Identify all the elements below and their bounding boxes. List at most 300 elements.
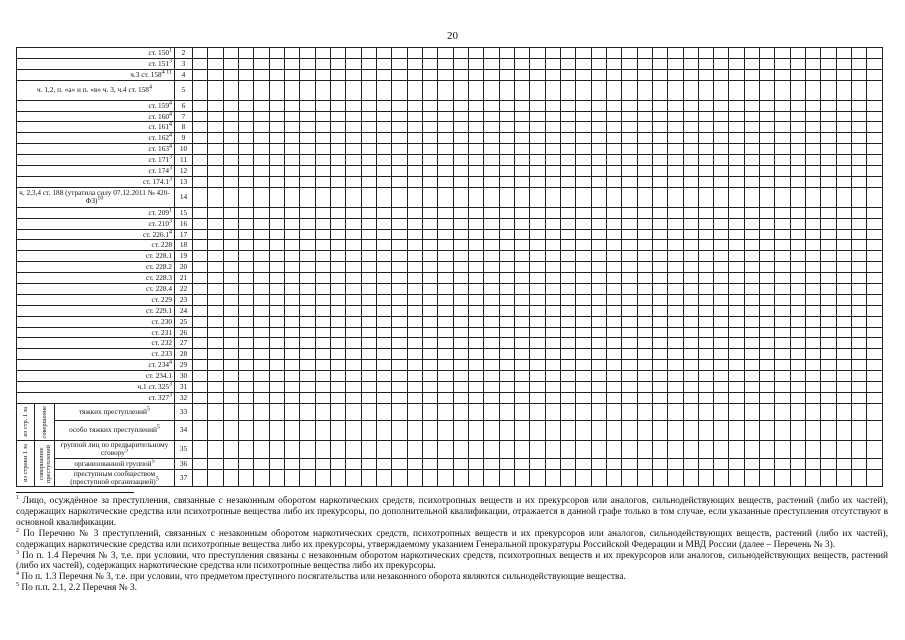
data-cell[interactable] — [269, 371, 284, 382]
data-cell[interactable] — [361, 349, 376, 360]
data-cell[interactable] — [193, 284, 208, 295]
data-cell[interactable] — [806, 166, 821, 177]
data-cell[interactable] — [637, 229, 652, 240]
data-cell[interactable] — [484, 218, 499, 229]
data-cell[interactable] — [852, 58, 867, 69]
data-cell[interactable] — [836, 122, 851, 133]
data-cell[interactable] — [453, 349, 468, 360]
data-cell[interactable] — [545, 316, 560, 327]
data-cell[interactable] — [744, 371, 759, 382]
data-cell[interactable] — [499, 240, 514, 251]
data-cell[interactable] — [346, 218, 361, 229]
data-cell[interactable] — [576, 392, 591, 403]
data-cell[interactable] — [744, 229, 759, 240]
data-cell[interactable] — [852, 176, 867, 187]
data-cell[interactable] — [193, 218, 208, 229]
data-cell[interactable] — [346, 69, 361, 80]
data-cell[interactable] — [714, 420, 729, 440]
data-cell[interactable] — [438, 262, 453, 273]
data-cell[interactable] — [300, 58, 315, 69]
data-cell[interactable] — [668, 133, 683, 144]
data-cell[interactable] — [361, 111, 376, 122]
data-cell[interactable] — [683, 349, 698, 360]
data-cell[interactable] — [223, 349, 238, 360]
data-cell[interactable] — [821, 240, 836, 251]
data-cell[interactable] — [453, 371, 468, 382]
data-cell[interactable] — [668, 327, 683, 338]
data-cell[interactable] — [392, 327, 407, 338]
data-cell[interactable] — [683, 403, 698, 420]
data-cell[interactable] — [576, 382, 591, 393]
data-cell[interactable] — [744, 111, 759, 122]
data-cell[interactable] — [269, 305, 284, 316]
data-cell[interactable] — [346, 349, 361, 360]
data-cell[interactable] — [806, 176, 821, 187]
data-cell[interactable] — [346, 360, 361, 371]
data-cell[interactable] — [729, 133, 744, 144]
data-cell[interactable] — [790, 262, 805, 273]
data-cell[interactable] — [300, 251, 315, 262]
data-cell[interactable] — [545, 48, 560, 59]
data-cell[interactable] — [300, 229, 315, 240]
data-cell[interactable] — [821, 371, 836, 382]
data-cell[interactable] — [622, 440, 637, 458]
data-cell[interactable] — [606, 144, 621, 155]
data-cell[interactable] — [637, 382, 652, 393]
data-cell[interactable] — [330, 316, 345, 327]
data-cell[interactable] — [852, 338, 867, 349]
data-cell[interactable] — [484, 360, 499, 371]
data-cell[interactable] — [407, 294, 422, 305]
data-cell[interactable] — [208, 187, 223, 207]
data-cell[interactable] — [361, 144, 376, 155]
data-cell[interactable] — [300, 218, 315, 229]
data-cell[interactable] — [698, 187, 713, 207]
data-cell[interactable] — [361, 207, 376, 218]
data-cell[interactable] — [729, 251, 744, 262]
data-cell[interactable] — [790, 187, 805, 207]
data-cell[interactable] — [714, 294, 729, 305]
data-cell[interactable] — [392, 338, 407, 349]
data-cell[interactable] — [576, 338, 591, 349]
data-cell[interactable] — [836, 133, 851, 144]
data-cell[interactable] — [744, 69, 759, 80]
data-cell[interactable] — [668, 251, 683, 262]
data-cell[interactable] — [775, 420, 790, 440]
data-cell[interactable] — [254, 144, 269, 155]
data-cell[interactable] — [223, 166, 238, 177]
data-cell[interactable] — [238, 187, 253, 207]
data-cell[interactable] — [744, 251, 759, 262]
data-cell[interactable] — [606, 382, 621, 393]
data-cell[interactable] — [407, 218, 422, 229]
data-cell[interactable] — [576, 122, 591, 133]
data-cell[interactable] — [775, 382, 790, 393]
data-cell[interactable] — [468, 327, 483, 338]
data-cell[interactable] — [591, 262, 606, 273]
data-cell[interactable] — [790, 273, 805, 284]
data-cell[interactable] — [392, 284, 407, 295]
data-cell[interactable] — [806, 240, 821, 251]
data-cell[interactable] — [422, 305, 437, 316]
data-cell[interactable] — [284, 458, 299, 469]
data-cell[interactable] — [315, 122, 330, 133]
data-cell[interactable] — [468, 338, 483, 349]
data-cell[interactable] — [499, 48, 514, 59]
data-cell[interactable] — [376, 392, 391, 403]
data-cell[interactable] — [698, 166, 713, 177]
data-cell[interactable] — [867, 100, 883, 111]
data-cell[interactable] — [484, 80, 499, 100]
data-cell[interactable] — [530, 403, 545, 420]
data-cell[interactable] — [453, 100, 468, 111]
data-cell[interactable] — [407, 229, 422, 240]
data-cell[interactable] — [714, 122, 729, 133]
data-cell[interactable] — [821, 133, 836, 144]
data-cell[interactable] — [606, 305, 621, 316]
data-cell[interactable] — [315, 371, 330, 382]
data-cell[interactable] — [790, 403, 805, 420]
data-cell[interactable] — [407, 327, 422, 338]
data-cell[interactable] — [852, 349, 867, 360]
data-cell[interactable] — [652, 111, 667, 122]
data-cell[interactable] — [729, 360, 744, 371]
data-cell[interactable] — [637, 420, 652, 440]
data-cell[interactable] — [453, 338, 468, 349]
data-cell[interactable] — [545, 305, 560, 316]
data-cell[interactable] — [376, 240, 391, 251]
data-cell[interactable] — [330, 420, 345, 440]
data-cell[interactable] — [622, 294, 637, 305]
data-cell[interactable] — [530, 100, 545, 111]
data-cell[interactable] — [361, 122, 376, 133]
data-cell[interactable] — [530, 469, 545, 486]
data-cell[interactable] — [576, 176, 591, 187]
data-cell[interactable] — [606, 458, 621, 469]
data-cell[interactable] — [698, 440, 713, 458]
data-cell[interactable] — [453, 58, 468, 69]
data-cell[interactable] — [376, 360, 391, 371]
data-cell[interactable] — [530, 316, 545, 327]
data-cell[interactable] — [714, 176, 729, 187]
data-cell[interactable] — [867, 111, 883, 122]
data-cell[interactable] — [530, 294, 545, 305]
data-cell[interactable] — [315, 382, 330, 393]
data-cell[interactable] — [499, 100, 514, 111]
data-cell[interactable] — [606, 58, 621, 69]
data-cell[interactable] — [576, 58, 591, 69]
data-cell[interactable] — [760, 100, 775, 111]
data-cell[interactable] — [652, 458, 667, 469]
data-cell[interactable] — [668, 80, 683, 100]
data-cell[interactable] — [438, 122, 453, 133]
data-cell[interactable] — [468, 240, 483, 251]
data-cell[interactable] — [637, 240, 652, 251]
data-cell[interactable] — [376, 166, 391, 177]
data-cell[interactable] — [545, 207, 560, 218]
data-cell[interactable] — [330, 207, 345, 218]
data-cell[interactable] — [361, 80, 376, 100]
data-cell[interactable] — [637, 144, 652, 155]
data-cell[interactable] — [269, 440, 284, 458]
data-cell[interactable] — [744, 80, 759, 100]
data-cell[interactable] — [438, 305, 453, 316]
data-cell[interactable] — [836, 144, 851, 155]
data-cell[interactable] — [668, 240, 683, 251]
data-cell[interactable] — [468, 440, 483, 458]
data-cell[interactable] — [315, 100, 330, 111]
data-cell[interactable] — [499, 273, 514, 284]
data-cell[interactable] — [591, 316, 606, 327]
data-cell[interactable] — [284, 58, 299, 69]
data-cell[interactable] — [484, 100, 499, 111]
data-cell[interactable] — [361, 176, 376, 187]
data-cell[interactable] — [821, 111, 836, 122]
data-cell[interactable] — [300, 360, 315, 371]
data-cell[interactable] — [683, 327, 698, 338]
data-cell[interactable] — [852, 273, 867, 284]
data-cell[interactable] — [622, 338, 637, 349]
data-cell[interactable] — [300, 382, 315, 393]
data-cell[interactable] — [545, 122, 560, 133]
data-cell[interactable] — [223, 218, 238, 229]
data-cell[interactable] — [330, 403, 345, 420]
data-cell[interactable] — [530, 392, 545, 403]
data-cell[interactable] — [775, 392, 790, 403]
data-cell[interactable] — [208, 273, 223, 284]
data-cell[interactable] — [560, 382, 575, 393]
data-cell[interactable] — [637, 166, 652, 177]
data-cell[interactable] — [422, 403, 437, 420]
data-cell[interactable] — [208, 360, 223, 371]
data-cell[interactable] — [560, 420, 575, 440]
data-cell[interactable] — [806, 144, 821, 155]
data-cell[interactable] — [760, 284, 775, 295]
data-cell[interactable] — [223, 229, 238, 240]
data-cell[interactable] — [729, 111, 744, 122]
data-cell[interactable] — [530, 176, 545, 187]
data-cell[interactable] — [223, 100, 238, 111]
data-cell[interactable] — [269, 111, 284, 122]
data-cell[interactable] — [790, 327, 805, 338]
data-cell[interactable] — [269, 176, 284, 187]
data-cell[interactable] — [438, 327, 453, 338]
data-cell[interactable] — [484, 166, 499, 177]
data-cell[interactable] — [453, 48, 468, 59]
data-cell[interactable] — [238, 144, 253, 155]
data-cell[interactable] — [775, 122, 790, 133]
data-cell[interactable] — [714, 338, 729, 349]
data-cell[interactable] — [698, 69, 713, 80]
data-cell[interactable] — [545, 187, 560, 207]
data-cell[interactable] — [729, 144, 744, 155]
data-cell[interactable] — [223, 273, 238, 284]
data-cell[interactable] — [729, 469, 744, 486]
data-cell[interactable] — [300, 305, 315, 316]
data-cell[interactable] — [484, 349, 499, 360]
data-cell[interactable] — [806, 327, 821, 338]
data-cell[interactable] — [438, 48, 453, 59]
data-cell[interactable] — [514, 284, 529, 295]
data-cell[interactable] — [422, 144, 437, 155]
data-cell[interactable] — [514, 469, 529, 486]
data-cell[interactable] — [238, 229, 253, 240]
data-cell[interactable] — [407, 420, 422, 440]
data-cell[interactable] — [744, 166, 759, 177]
data-cell[interactable] — [668, 218, 683, 229]
data-cell[interactable] — [637, 284, 652, 295]
data-cell[interactable] — [760, 133, 775, 144]
data-cell[interactable] — [683, 273, 698, 284]
data-cell[interactable] — [499, 229, 514, 240]
data-cell[interactable] — [760, 469, 775, 486]
data-cell[interactable] — [698, 382, 713, 393]
data-cell[interactable] — [698, 273, 713, 284]
data-cell[interactable] — [790, 420, 805, 440]
data-cell[interactable] — [499, 440, 514, 458]
data-cell[interactable] — [376, 187, 391, 207]
data-cell[interactable] — [193, 420, 208, 440]
data-cell[interactable] — [514, 122, 529, 133]
data-cell[interactable] — [361, 166, 376, 177]
data-cell[interactable] — [576, 469, 591, 486]
data-cell[interactable] — [330, 338, 345, 349]
data-cell[interactable] — [821, 469, 836, 486]
data-cell[interactable] — [238, 360, 253, 371]
data-cell[interactable] — [238, 251, 253, 262]
data-cell[interactable] — [499, 420, 514, 440]
data-cell[interactable] — [637, 392, 652, 403]
data-cell[interactable] — [545, 176, 560, 187]
data-cell[interactable] — [284, 240, 299, 251]
data-cell[interactable] — [714, 48, 729, 59]
data-cell[interactable] — [530, 48, 545, 59]
data-cell[interactable] — [376, 251, 391, 262]
data-cell[interactable] — [652, 294, 667, 305]
data-cell[interactable] — [652, 240, 667, 251]
data-cell[interactable] — [698, 240, 713, 251]
data-cell[interactable] — [392, 218, 407, 229]
data-cell[interactable] — [300, 294, 315, 305]
data-cell[interactable] — [300, 262, 315, 273]
data-cell[interactable] — [514, 458, 529, 469]
data-cell[interactable] — [346, 327, 361, 338]
data-cell[interactable] — [867, 294, 883, 305]
data-cell[interactable] — [193, 392, 208, 403]
data-cell[interactable] — [637, 155, 652, 166]
data-cell[interactable] — [392, 229, 407, 240]
data-cell[interactable] — [622, 240, 637, 251]
data-cell[interactable] — [530, 440, 545, 458]
data-cell[interactable] — [330, 349, 345, 360]
data-cell[interactable] — [806, 305, 821, 316]
data-cell[interactable] — [376, 207, 391, 218]
data-cell[interactable] — [238, 48, 253, 59]
data-cell[interactable] — [284, 251, 299, 262]
data-cell[interactable] — [376, 262, 391, 273]
data-cell[interactable] — [269, 403, 284, 420]
data-cell[interactable] — [392, 100, 407, 111]
data-cell[interactable] — [238, 218, 253, 229]
data-cell[interactable] — [790, 240, 805, 251]
data-cell[interactable] — [591, 122, 606, 133]
data-cell[interactable] — [714, 469, 729, 486]
data-cell[interactable] — [407, 440, 422, 458]
data-cell[interactable] — [315, 273, 330, 284]
data-cell[interactable] — [606, 69, 621, 80]
data-cell[interactable] — [193, 187, 208, 207]
data-cell[interactable] — [576, 273, 591, 284]
data-cell[interactable] — [208, 218, 223, 229]
data-cell[interactable] — [376, 305, 391, 316]
data-cell[interactable] — [576, 100, 591, 111]
data-cell[interactable] — [576, 458, 591, 469]
data-cell[interactable] — [698, 251, 713, 262]
data-cell[interactable] — [622, 218, 637, 229]
data-cell[interactable] — [238, 403, 253, 420]
data-cell[interactable] — [300, 48, 315, 59]
data-cell[interactable] — [714, 133, 729, 144]
data-cell[interactable] — [514, 48, 529, 59]
data-cell[interactable] — [284, 229, 299, 240]
data-cell[interactable] — [376, 420, 391, 440]
data-cell[interactable] — [698, 316, 713, 327]
data-cell[interactable] — [530, 338, 545, 349]
data-cell[interactable] — [668, 440, 683, 458]
data-cell[interactable] — [438, 111, 453, 122]
data-cell[interactable] — [484, 284, 499, 295]
data-cell[interactable] — [576, 371, 591, 382]
data-cell[interactable] — [744, 58, 759, 69]
data-cell[interactable] — [422, 284, 437, 295]
data-cell[interactable] — [468, 349, 483, 360]
data-cell[interactable] — [744, 284, 759, 295]
data-cell[interactable] — [683, 469, 698, 486]
data-cell[interactable] — [836, 58, 851, 69]
data-cell[interactable] — [790, 229, 805, 240]
data-cell[interactable] — [438, 58, 453, 69]
data-cell[interactable] — [821, 327, 836, 338]
data-cell[interactable] — [775, 58, 790, 69]
data-cell[interactable] — [698, 284, 713, 295]
data-cell[interactable] — [683, 176, 698, 187]
data-cell[interactable] — [606, 218, 621, 229]
data-cell[interactable] — [606, 48, 621, 59]
data-cell[interactable] — [284, 273, 299, 284]
data-cell[interactable] — [622, 262, 637, 273]
data-cell[interactable] — [683, 100, 698, 111]
data-cell[interactable] — [760, 122, 775, 133]
data-cell[interactable] — [760, 273, 775, 284]
data-cell[interactable] — [438, 273, 453, 284]
data-cell[interactable] — [744, 305, 759, 316]
data-cell[interactable] — [422, 133, 437, 144]
data-cell[interactable] — [760, 80, 775, 100]
data-cell[interactable] — [683, 218, 698, 229]
data-cell[interactable] — [193, 349, 208, 360]
data-cell[interactable] — [392, 458, 407, 469]
data-cell[interactable] — [330, 273, 345, 284]
data-cell[interactable] — [637, 58, 652, 69]
data-cell[interactable] — [361, 100, 376, 111]
data-cell[interactable] — [560, 371, 575, 382]
data-cell[interactable] — [330, 58, 345, 69]
data-cell[interactable] — [714, 240, 729, 251]
data-cell[interactable] — [760, 327, 775, 338]
data-cell[interactable] — [284, 469, 299, 486]
data-cell[interactable] — [453, 440, 468, 458]
data-cell[interactable] — [744, 349, 759, 360]
